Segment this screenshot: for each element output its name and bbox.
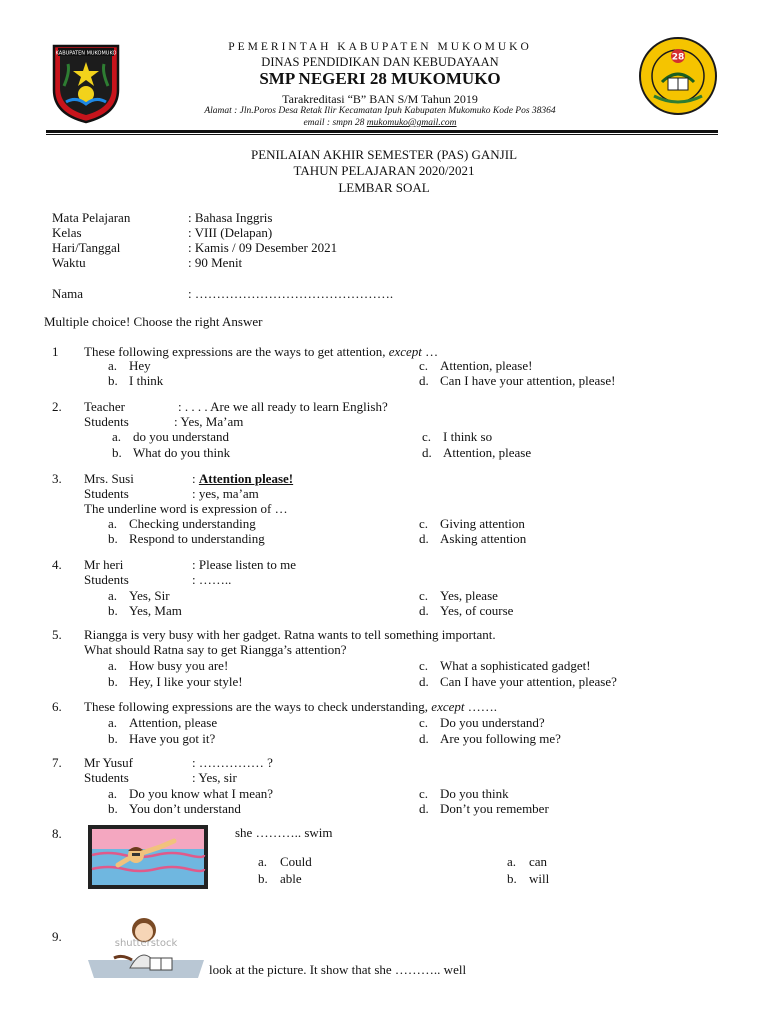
q8-option-b-letter: b. — [258, 871, 268, 886]
q1-number: 1 — [52, 344, 59, 359]
q5-option-a[interactable]: How busy you are! — [129, 658, 229, 673]
q8-stem: she ……….. swim — [235, 825, 333, 840]
q3-line-2: : yes, ma’am — [192, 486, 259, 501]
q7-speaker-1: Mr Yusuf — [84, 755, 133, 770]
q6-option-c[interactable]: Do you understand? — [440, 715, 545, 730]
q7-option-c[interactable]: Do you think — [440, 786, 509, 801]
q3-line-1 — [192, 472, 293, 485]
q6-except: except — [431, 699, 465, 714]
sheet-title: LEMBAR SOAL — [338, 180, 430, 195]
q2-option-d[interactable]: Attention, please — [443, 445, 532, 460]
q7-option-b[interactable]: You don’t understand — [129, 801, 241, 816]
accreditation-text: Tarakreditasi “B” BAN S/M Tahun 2019 — [282, 92, 478, 106]
date-value: : Kamis / 09 Desember 2021 — [188, 240, 338, 255]
q8-option-c-letter: a. — [507, 854, 517, 869]
q1-option-b-letter: b. — [108, 373, 118, 388]
q2-option-c[interactable]: I think so — [443, 429, 493, 444]
q4-option-c-letter: c. — [419, 588, 429, 603]
q6-number: 6. — [52, 699, 62, 714]
q7-option-d[interactable]: Don’t you remember — [440, 801, 549, 816]
q2-option-a[interactable]: do you understand — [133, 429, 230, 444]
q3-stem: The underline word is expression of … — [84, 501, 288, 516]
q7-option-c-letter: c. — [419, 786, 429, 801]
q6-option-c-letter: c. — [419, 715, 429, 730]
q3-speaker-1: Mrs. Susi — [84, 471, 134, 486]
q4-option-a[interactable]: Yes, Sir — [129, 588, 170, 603]
q7-speaker-2: Students — [84, 770, 129, 785]
date-label: Hari/Tanggal — [52, 240, 121, 255]
q7-option-a[interactable]: Do you know what I mean? — [129, 786, 274, 801]
q5-option-b-letter: b. — [108, 674, 118, 689]
q3-option-a-letter: a. — [108, 516, 118, 531]
q2-option-b[interactable]: What do you think — [133, 445, 231, 460]
email-prefix: email : smpn 28 — [303, 118, 367, 128]
q4-line-1: : Please listen to me — [192, 557, 296, 572]
name-label: Nama — [52, 286, 84, 301]
q2-option-c-letter: c. — [422, 429, 432, 444]
q7-option-a-letter: a. — [108, 786, 118, 801]
q5-option-b[interactable]: Hey, I like your style! — [129, 674, 243, 689]
header-rule-thin — [46, 134, 718, 135]
q3-underlined-expression: Attention please! — [198, 471, 294, 486]
q3-option-d[interactable]: Asking attention — [440, 531, 527, 546]
q6-option-b-letter: b. — [108, 731, 118, 746]
header-rule — [46, 130, 718, 133]
q4-option-d-letter: d. — [419, 603, 429, 618]
q5-stem-line-2: What should Ratna say to get Riangga’s attention? — [84, 642, 347, 657]
exam-title: PENILAIAN AKHIR SEMESTER (PAS) GANJIL — [250, 147, 518, 162]
class-label: Kelas — [52, 225, 82, 240]
class-value: : VIII (Delapan) — [188, 225, 273, 240]
q1-tail: … — [421, 344, 439, 359]
email-link[interactable]: mukomuko@gmail.com — [366, 118, 457, 128]
government-name: PEMERINTAH KABUPATEN MUKOMUKO — [228, 41, 532, 53]
q8-option-b[interactable]: able — [280, 871, 302, 886]
q4-option-b-letter: b. — [108, 603, 118, 618]
q2-option-d-letter: d. — [422, 445, 432, 460]
q5-stem-line-1: Riangga is very busy with her gadget. Ratna wants to tell something important. — [84, 627, 496, 642]
school-address: Alamat : Jln.Poros Desa Retak Ilir Kecamatan Ipuh Kabupaten Mukomuko Kode Pos 38364 — [204, 106, 556, 116]
school-name: SMP NEGERI 28 MUKOMUKO — [259, 69, 501, 88]
academic-year: TAHUN PELAJARAN 2020/2021 — [293, 163, 475, 178]
q4-speaker-2: Students — [84, 572, 129, 587]
q5-option-d[interactable]: Can I have your attention, please? — [440, 674, 617, 689]
q8-option-a[interactable]: Could — [280, 854, 312, 869]
q3-option-b[interactable]: Respond to understanding — [129, 531, 265, 546]
q4-line-2: : …….. — [192, 572, 232, 587]
q5-option-a-letter: a. — [108, 658, 118, 673]
q8-option-d-letter: b. — [507, 871, 517, 886]
q7-option-d-letter: d. — [419, 801, 429, 816]
q8-option-c[interactable]: can — [529, 854, 548, 869]
subject-label: Mata Pelajaran — [52, 210, 131, 225]
q1-option-c[interactable]: Attention, please! — [440, 358, 533, 373]
school-logo — [638, 36, 718, 116]
q3-colon: : — [192, 471, 199, 486]
q2-option-a-letter: a. — [112, 429, 122, 444]
time-value: : 90 Menit — [188, 255, 243, 270]
q5-option-c-letter: c. — [419, 658, 429, 673]
q5-number: 5. — [52, 627, 62, 642]
q4-number: 4. — [52, 557, 62, 572]
regency-logo — [48, 42, 124, 124]
q6-option-d-letter: d. — [419, 731, 429, 746]
q2-number: 2. — [52, 399, 62, 414]
time-label: Waktu — [52, 255, 86, 270]
q6-text: These following expressions are the ways to check understanding, — [84, 699, 432, 714]
q6-option-a[interactable]: Attention, please — [129, 715, 218, 730]
q1-option-d[interactable]: Can I have your attention, please! — [440, 373, 616, 388]
q1-stem — [84, 345, 438, 358]
writing-girl-picture — [84, 910, 208, 982]
q7-line-1: : …………… ? — [192, 755, 273, 770]
q8-option-a-letter: a. — [258, 854, 268, 869]
q9-stem: look at the picture. It show that she ……….. well — [209, 962, 467, 977]
swimmer-picture — [88, 825, 208, 889]
q3-speaker-2: Students — [84, 486, 129, 501]
q3-option-c-letter: c. — [419, 516, 429, 531]
q3-number: 3. — [52, 471, 62, 486]
watermark-text: shutterstock — [114, 938, 178, 949]
q3-option-b-letter: b. — [108, 531, 118, 546]
q9-number: 9. — [52, 929, 62, 944]
name-field[interactable]: : ………………………………………. — [188, 286, 394, 301]
q5-option-c[interactable]: What a sophisticated gadget! — [440, 658, 591, 673]
q4-option-b[interactable]: Yes, Mam — [129, 603, 182, 618]
q4-option-a-letter: a. — [108, 588, 118, 603]
q3-option-c[interactable]: Giving attention — [440, 516, 525, 531]
q2-speaker-1: Teacher — [84, 399, 125, 414]
q1-except: except — [388, 344, 422, 359]
q6-tail: ……. — [464, 699, 497, 714]
q7-number: 7. — [52, 755, 62, 770]
q2-speaker-2: Students — [84, 414, 129, 429]
q8-number: 8. — [52, 826, 62, 841]
q7-option-b-letter: b. — [108, 801, 118, 816]
department-name: DINAS PENDIDIKAN DAN KEBUDAYAAN — [261, 55, 499, 69]
q4-option-c[interactable]: Yes, please — [440, 588, 498, 603]
subject-value: : Bahasa Inggris — [188, 210, 273, 225]
q1-option-a-letter: a. — [108, 358, 118, 373]
q1-option-a[interactable]: Hey — [129, 358, 151, 373]
q4-option-d[interactable]: Yes, of course — [440, 603, 514, 618]
q2-line-1: : . . . . Are we all ready to learn English? — [178, 399, 388, 414]
q8-option-d[interactable]: will — [529, 871, 550, 886]
q2-line-2: : Yes, Ma’am — [174, 414, 244, 429]
q3-option-d-letter: d. — [419, 531, 429, 546]
q6-stem — [84, 700, 497, 713]
q6-option-b[interactable]: Have you got it? — [129, 731, 216, 746]
logo-right-number: 28 — [671, 52, 685, 63]
q3-option-a[interactable]: Checking understanding — [129, 516, 256, 531]
q4-speaker-1: Mr heri — [84, 557, 124, 572]
q6-option-d[interactable]: Are you following me? — [440, 731, 561, 746]
q1-option-c-letter: c. — [419, 358, 429, 373]
q5-option-d-letter: d. — [419, 674, 429, 689]
instruction: Multiple choice! Choose the right Answer — [44, 314, 263, 329]
q6-option-a-letter: a. — [108, 715, 118, 730]
q1-text: These following expressions are the ways to get attention, — [84, 344, 389, 359]
q2-option-b-letter: b. — [112, 445, 122, 460]
q1-option-b[interactable]: I think — [129, 373, 164, 388]
q7-line-2: : Yes, sir — [192, 770, 237, 785]
logo-left-text: KABUPATEN MUKOMUKO — [55, 50, 117, 57]
school-email — [170, 119, 590, 129]
q1-option-d-letter: d. — [419, 373, 429, 388]
